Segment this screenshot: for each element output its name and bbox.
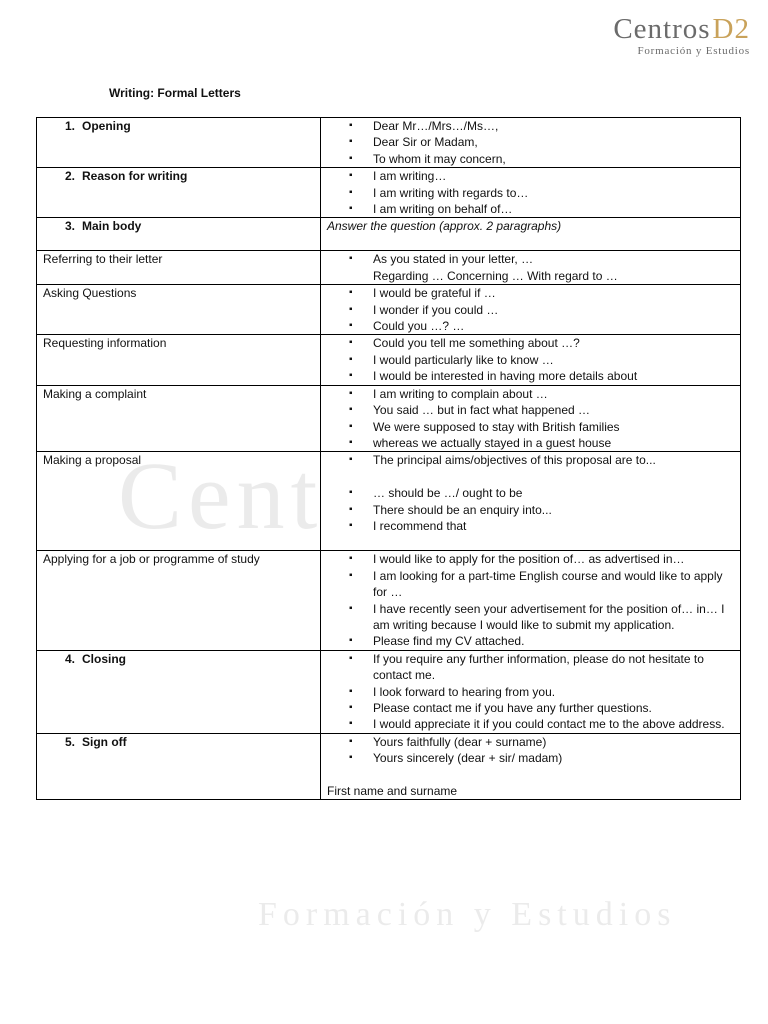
list-item: ▪ I am writing… [327, 168, 734, 184]
phrase-list [327, 386, 734, 452]
list-item: ▪ I have recently seen your advertisement for the position of… in… I am writing because I would like to submit my application. [327, 601, 734, 634]
list-item: ▪ There should be an enquiry into... [327, 502, 734, 518]
table-row-proposal: Making a proposal ▪ The principal aims/objectives of this proposal are to... ▪ … should be …/ ought to be ▪ There should be an enquiry into... ▪ I recommend that [37, 452, 741, 551]
phrase-list [327, 251, 734, 267]
table-row-asking: Asking Questions ▪ I would be grateful if … ▪ I wonder if you could … ▪ Could you …? … [37, 285, 741, 335]
list-item: ▪ I look forward to hearing from you. [327, 684, 734, 700]
list-item: ▪ Yours sincerely (dear + sir/ madam) [327, 750, 734, 766]
phrase-list [327, 485, 734, 534]
list-item: ▪ Please find my CV attached. [327, 633, 734, 649]
brand-logo [613, 14, 750, 57]
table-row-referring: Referring to their letter ▪ As you stated in your letter, … Regarding … Concerning … With regard to … [37, 251, 741, 285]
list-item: ▪ The principal aims/objectives of this proposal are to... [327, 452, 734, 468]
list-item: ▪ As you stated in your letter, … [327, 251, 734, 267]
list-item: ▪ We were supposed to stay with British families [327, 419, 734, 435]
table-row-closing: 4. Closing ▪ If you require any further information, please do not hesitate to contact me. ▪ I look forward to hearing from you. ▪ Please contact me if you have any further questions. ▪ I would appreciate it if you could contact me to the above address. [37, 650, 741, 733]
main-body-note: Answer the question (approx. 2 paragraphs) [321, 218, 741, 251]
list-item: ▪ Yours faithfully (dear + surname) [327, 734, 734, 750]
list-item: ▪ I would particularly like to know … [327, 352, 734, 368]
table-row-complaint: Making a complaint ▪ I am writing to complain about … ▪ You said … but in fact what happened … ▪ We were supposed to stay with British families ▪ whereas we actually stayed in a guest house [37, 385, 741, 452]
phrase-list [327, 651, 734, 733]
list-item: ▪ I am writing on behalf of… [327, 201, 734, 217]
logo-wordmark: CentrosD2 [613, 13, 750, 45]
list-item: ▪ I am writing to complain about … [327, 386, 734, 402]
list-item: ▪ Please contact me if you have any further questions. [327, 700, 734, 716]
list-item: ▪ Could you tell me something about …? [327, 335, 734, 351]
phrase-list [327, 452, 734, 468]
phrase-list [327, 118, 734, 167]
table-row-opening: 1. Opening ▪ Dear Mr…/Mrs…/Ms…, ▪ Dear Sir or Madam, ▪ To whom it may concern, [37, 118, 741, 168]
phrase-list [327, 285, 734, 334]
list-item: ▪ I wonder if you could … [327, 302, 734, 318]
list-item: ▪ whereas we actually stayed in a guest house [327, 435, 734, 451]
phrase-list [327, 551, 734, 649]
phrase-list [327, 335, 734, 384]
list-item: ▪ I would be grateful if … [327, 285, 734, 301]
list-item-continuation: Regarding … Concerning … With regard to … [373, 268, 618, 283]
list-item: ▪ If you require any further information, please do not hesitate to contact me. [327, 651, 734, 684]
table-row-main-body: 3. Main body Answer the question (approx. 2 paragraphs) [37, 218, 741, 251]
phrase-list [327, 734, 734, 767]
list-item: ▪ Could you …? … [327, 318, 734, 334]
logo-tagline: Formación y Estudios [637, 45, 750, 57]
list-item: ▪ I am looking for a part-time English course and would like to apply for … [327, 568, 734, 601]
list-item: ▪ Dear Sir or Madam, [327, 134, 734, 150]
list-item: ▪ I would like to apply for the position of… as advertised in… [327, 551, 734, 567]
list-item: ▪ … should be …/ ought to be [327, 485, 734, 501]
list-item: ▪ To whom it may concern, [327, 151, 734, 167]
table-row-requesting: Requesting information ▪ Could you tell me something about …? ▪ I would particularly like to know … ▪ I would be interested in having more details about [37, 335, 741, 385]
page-title: Writing: Formal Letters [109, 86, 241, 100]
list-item: ▪ I recommend that [327, 518, 734, 534]
watermark: Cent Formación y Estudios [118, 442, 677, 933]
table-row-reason: 2. Reason for writing ▪ I am writing… ▪ I am writing with regards to… ▪ I am writing on behalf of… [37, 168, 741, 218]
phrase-list [327, 168, 734, 217]
phrases-table [36, 117, 741, 800]
list-item: ▪ I am writing with regards to… [327, 185, 734, 201]
list-item: ▪ Dear Mr…/Mrs…/Ms…, [327, 118, 734, 134]
list-item: ▪ I would appreciate it if you could contact me to the above address. [327, 716, 734, 732]
table-row-applying: Applying for a job or programme of study ▪ I would like to apply for the position of… as advertised in… ▪ I am looking for a part-time English course and would like to apply for … ▪ I have recently seen your advertisement for the position of… in… I am writing because I would like to submit my application. ▪ Please find my CV attached. [37, 551, 741, 650]
signoff-footer: First name and surname [327, 783, 458, 798]
list-item: ▪ I would be interested in having more details about [327, 368, 734, 384]
table-row-signoff: 5. Sign off ▪ Yours faithfully (dear + surname) ▪ Yours sincerely (dear + sir/ madam) First name and surname [37, 733, 741, 800]
list-item: ▪ You said … but in fact what happened … [327, 402, 734, 418]
